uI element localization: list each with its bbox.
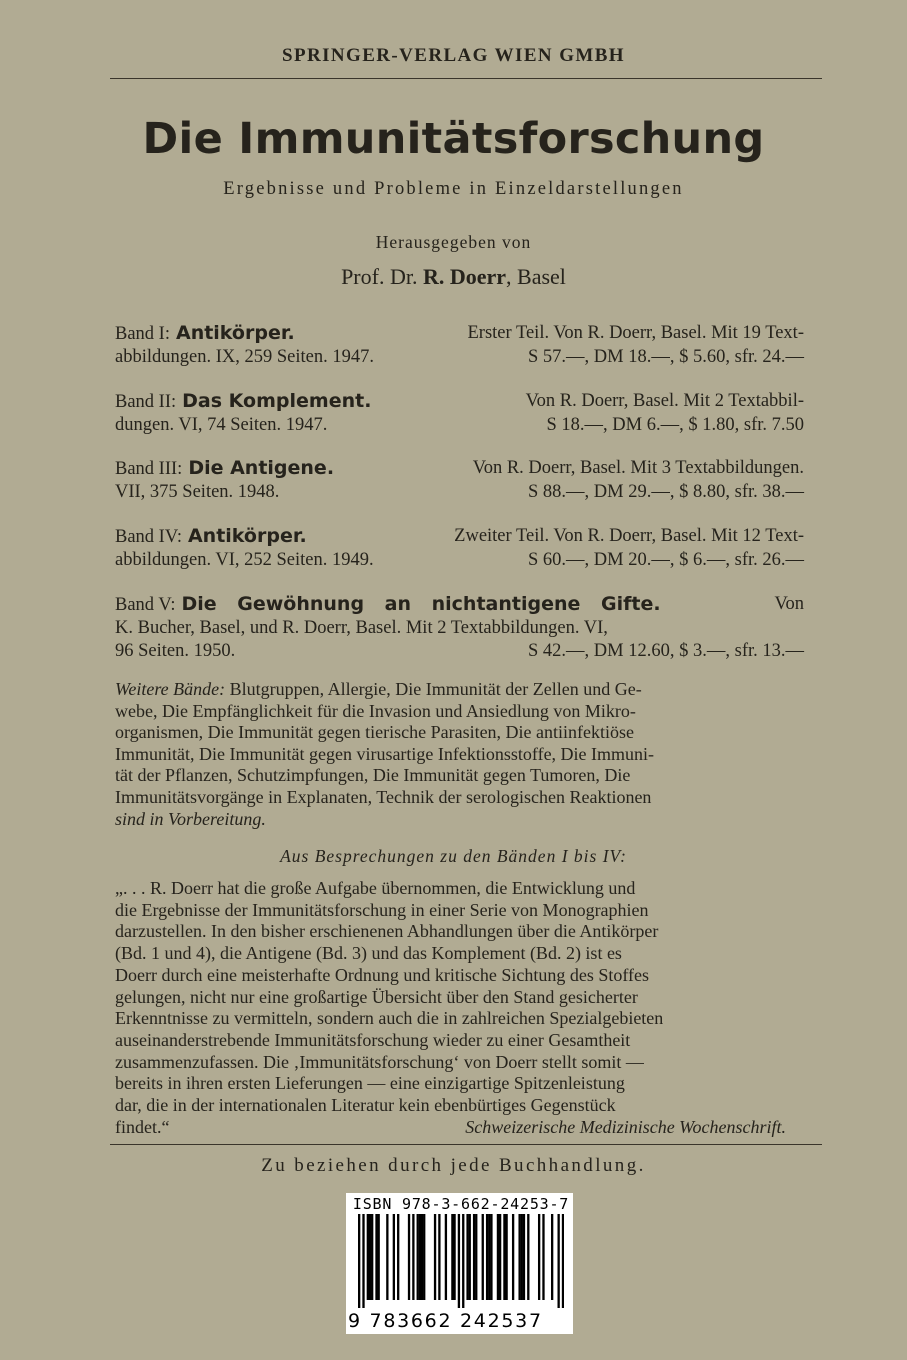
further-line: tät der Pflanzen, Schutzimpfungen, Die Immunität gegen Tumoren, Die <box>115 765 631 786</box>
review-line: zusammenzufassen. Die ‚Immunitätsforschung‘ von Doerr stellt somit — <box>115 1051 644 1072</box>
review-line: bereits in ihren ersten Lieferungen — eine einzigartige Spitzenleistung <box>115 1073 625 1094</box>
barcode-bar <box>421 1214 423 1300</box>
volume-number: Band II: <box>115 392 177 412</box>
barcode-bar <box>375 1214 377 1300</box>
volume-number: Band V: <box>115 595 176 615</box>
barcode-bar <box>358 1214 360 1308</box>
barcode-bar <box>503 1214 505 1300</box>
volume-details: Von R. Doerr, Basel. Mit 2 Textabbil- <box>525 391 804 411</box>
barcode-bar <box>486 1214 488 1300</box>
review-line: Doerr durch eine meisterhafte Ordnung und kritische Sichtung des Stoffes <box>115 964 650 985</box>
review-line: (Bd. 1 und 4), die Antigene (Bd. 3) und das Komplement (Bd. 2) ist es <box>115 943 622 964</box>
barcode-bar <box>497 1214 499 1300</box>
barcode-bar <box>371 1214 373 1300</box>
barcode-bar <box>453 1214 455 1300</box>
review-line: „. . . R. Doerr hat die große Aufgabe übernommen, die Entwicklung und <box>115 878 636 898</box>
review-quote <box>115 878 804 1138</box>
review-line: auseinanderstrebende Immunitätsforschung wieder zu einer Gesamtheit <box>115 1029 631 1050</box>
volume-price: S 42.—, DM 12.60, $ 3.—, sfr. 13.— <box>528 641 804 661</box>
barcode-bar <box>369 1214 371 1300</box>
barcode-bar <box>518 1214 520 1300</box>
further-line: Blutgruppen, Allergie, Die Immunität der Zellen und Ge- <box>229 679 642 699</box>
barcode-bar <box>521 1214 523 1300</box>
volume-title: Antikörper. <box>187 525 307 547</box>
editor-prefix: Prof. Dr. <box>341 264 423 289</box>
barcode-graphic <box>358 1214 564 1308</box>
volume-details: Zweiter Teil. Von R. Doerr, Basel. Mit 12 Text- <box>454 526 804 546</box>
footer-note: Zu beziehen durch jede Buchhandlung. <box>261 1155 646 1176</box>
barcode-bar <box>451 1214 453 1300</box>
barcode-bar <box>417 1214 419 1300</box>
volume-price: S 18.—, DM 6.—, $ 1.80, sfr. 7.50 <box>546 415 804 435</box>
volume-entry <box>115 593 804 663</box>
barcode-bar <box>438 1214 440 1300</box>
volume-price: S 88.—, DM 29.—, $ 8.80, sfr. 38.— <box>528 482 804 502</box>
volume-number: Band I: <box>115 324 170 344</box>
barcode-bar <box>512 1214 514 1300</box>
barcode-bar <box>557 1214 559 1308</box>
further-line: webe, Die Empfänglichkeit für die Invasion und Ansiedlung von Mikro- <box>115 700 636 721</box>
volume-entry <box>115 457 804 504</box>
barcode-bar <box>490 1214 492 1300</box>
editor <box>0 264 907 290</box>
volume-entry <box>115 390 804 437</box>
barcode-bar <box>488 1214 490 1300</box>
barcode-bar <box>469 1214 471 1300</box>
review-line: die Ergebnisse der Immunitätsforschung in einer Serie von Monographien <box>115 899 649 920</box>
barcode-bar <box>542 1214 544 1300</box>
barcode-bar <box>499 1214 501 1300</box>
barcode-bar <box>523 1214 525 1300</box>
publisher-name: SPRINGER-VERLAG WIEN GMBH <box>282 45 625 66</box>
volume-entry <box>115 525 804 572</box>
series-subtitle: Ergebnisse und Probleme in Einzeldarstellungen <box>223 179 684 199</box>
barcode-bar <box>505 1214 507 1300</box>
review-line: gelungen, nicht nur eine großartige Übersicht über den Stand gesicherter <box>115 986 638 1007</box>
reviews-heading: Aus Besprechungen zu den Bänden I bis IV: <box>280 846 627 866</box>
barcode-bar <box>367 1214 369 1300</box>
barcode-bar <box>538 1214 540 1300</box>
volume-number: Band III: <box>115 459 183 479</box>
barcode-bar <box>386 1214 388 1300</box>
barcode-bar <box>445 1214 447 1300</box>
barcode-bar <box>397 1214 399 1300</box>
barcode-bar <box>408 1214 410 1300</box>
volume-details: Erster Teil. Von R. Doerr, Basel. Mit 19 Text- <box>467 323 804 343</box>
editor-name: R. Doerr <box>422 264 507 289</box>
volume-price: S 57.—, DM 18.—, $ 5.60, sfr. 24.— <box>528 347 804 367</box>
barcode-bar <box>466 1214 468 1300</box>
series-title: Die Immunitätsforschung <box>142 114 765 164</box>
barcode-bar <box>462 1214 464 1308</box>
barcode-bar <box>419 1214 421 1300</box>
volume-entry <box>115 322 804 369</box>
volume-title: Die Gewöhnung an nichtantigene Gifte. <box>181 593 661 615</box>
volume-pages: 96 Seiten. 1950. <box>115 641 236 661</box>
barcode-bar <box>434 1214 436 1300</box>
review-line: Erkenntnisse zu vermitteln, sondern auch die in zahlreichen Spezialgebieten <box>115 1008 664 1029</box>
volume-pages: dungen. VI, 74 Seiten. 1947. <box>115 415 328 435</box>
barcode-bar <box>458 1214 460 1308</box>
further-line: organismen, Die Immunität gegen tierische Parasiten, Die antiinfektiöse <box>115 722 635 743</box>
barcode-bar <box>527 1214 529 1300</box>
further-volumes <box>115 679 804 830</box>
further-label: Weitere Bände: <box>115 679 226 699</box>
volume-pages: abbildungen. IX, 259 Seiten. 1947. <box>115 347 374 367</box>
volume-title: Antikörper. <box>175 322 295 344</box>
barcode-bar <box>482 1214 484 1300</box>
volume-details: Von R. Doerr, Basel. Mit 3 Textabbildungen. <box>472 458 804 478</box>
volume-price: S 60.—, DM 20.—, $ 6.—, sfr. 26.— <box>528 550 804 570</box>
barcode-bar <box>562 1214 564 1308</box>
volume-number: Band IV: <box>115 527 182 547</box>
isbn-label: ISBN 978-3-662-24253-7 <box>352 1195 570 1213</box>
barcode-bar <box>362 1214 364 1308</box>
volume-pages: VII, 375 Seiten. 1948. <box>115 482 280 502</box>
volume-pages: abbildungen. VI, 252 Seiten. 1949. <box>115 550 374 570</box>
barcode-bar <box>412 1214 414 1300</box>
bottom-rule <box>110 1144 822 1145</box>
further-line: Immunität, Die Immunität gegen virusartige Infektionsstoffe, Die Immuni- <box>115 743 655 764</box>
editor-label: Herausgegeben von <box>375 232 532 252</box>
barcode-bar <box>473 1214 475 1300</box>
barcode-bar <box>423 1214 425 1300</box>
further-line: Immunitätsvorgänge in Explanaten, Technik der serologischen Reaktionen <box>115 786 652 807</box>
volume-details: Von <box>774 594 804 614</box>
barcode-bar <box>393 1214 395 1300</box>
review-last-line: findet.“ <box>115 1116 170 1137</box>
barcode-bar <box>378 1214 380 1300</box>
barcode-bar <box>551 1214 553 1300</box>
further-closing: sind in Vorbereitung. <box>115 808 266 829</box>
review-line: darzustellen. In den bisher erschienenen Abhandlungen über die Antikörper <box>115 921 659 942</box>
volume-title: Die Antigene. <box>188 457 335 479</box>
volume-authors: K. Bucher, Basel, und R. Doerr, Basel. Mit 2 Textabbildungen. VI, <box>115 618 608 638</box>
top-rule <box>110 78 822 79</box>
review-line: dar, die in der internationalen Literatur kein ebenbürtiges Gegenstück <box>115 1095 616 1116</box>
volume-title: Das Komplement. <box>182 390 372 412</box>
review-source: Schweizerische Medizinische Wochenschrift. <box>465 1116 786 1137</box>
editor-suffix: , Basel <box>506 264 566 289</box>
ean-digits: 9 783662 242537 <box>348 1310 543 1332</box>
barcode-bar <box>475 1214 477 1300</box>
